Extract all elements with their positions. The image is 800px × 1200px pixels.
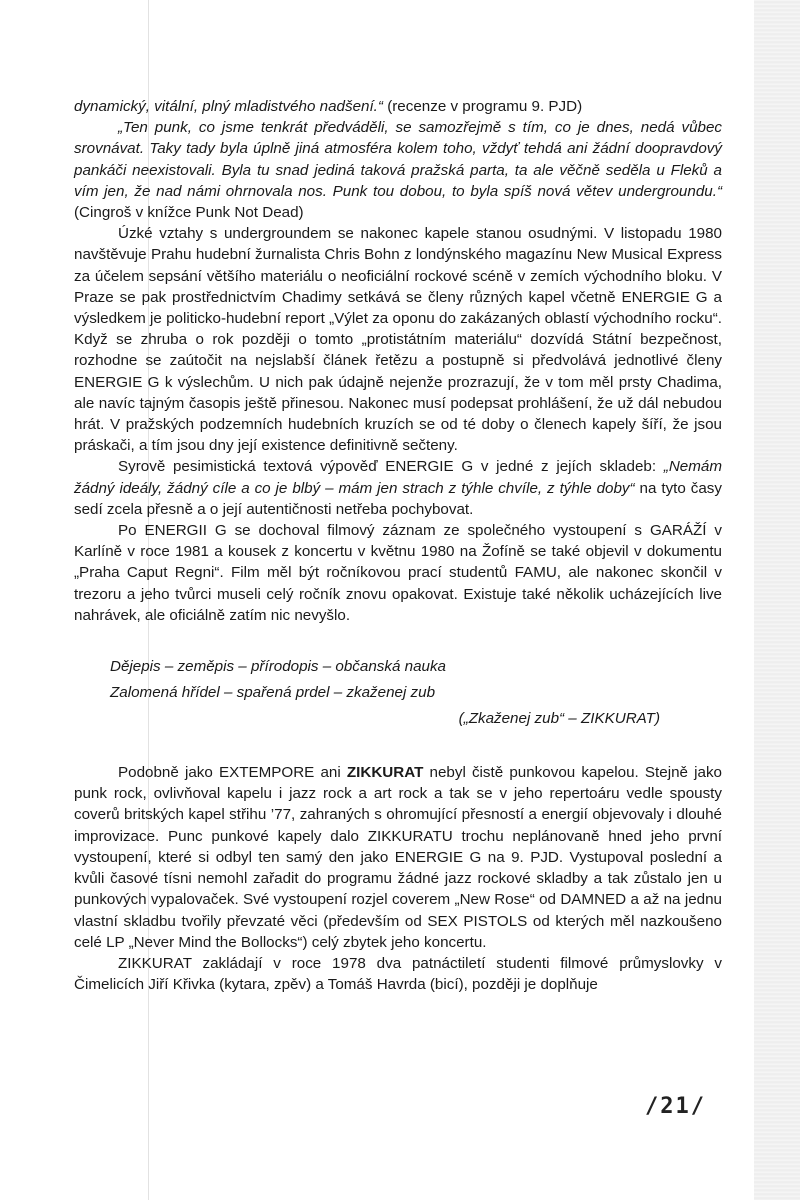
paragraph-underground: Úzké vztahy s undergroundem se nakonec kapele stanou osudnými. V listopadu 1980 navštěvuje Prahu hudební žurnalista Chris Bohn z londýnského magazínu New Musical Express za účelem sepsání většího materiálu o neoficiální rockové scéně v zemích východního bloku. V Praze se pak prostřednictvím Chadimy setkává se členy různých kapel včetně ENERGIE G a výsledkem je politicko-hudební report „Výlet za oponu do zakázaných oblastí východního rocku“. Když se zhruba o rok později o tomto „protistátním materiálu“ dozvídá Státní bezpečnost, rozhodne se zaútočit na nejslabší článek řetězu a postupně si předvolává jednotlivé členy ENERGIE G k výslechům. U nich pak údajně nejenže prozrazují, že v tom měl prsty Chadima, ale navíc tajným časopis ještě přinesou. Nakonec musí podepsat prohlášení, že už dál nebudou hrát. V pražských podzemních hudebních kruzích se od té doby o členech kapely šíří, že jsou práskači, a tím jsou dny její existence definitivně sečteny. xyxy=(74,225,722,455)
lyric-line: Zalomená hřídel – spařená prdel – zkaženej zub xyxy=(110,684,436,702)
paragraph-lyrics-statement: Syrově pesimistická textová výpověď ENERGIE G v jedné z jejích skladeb: „Nemám žádný ideály, žádný cíle a co je blbý – mám jen strach z týhle chvíle, z týhle doby“ na tyto časy sedí zcela přesně a o její autentičnosti netřeba pochybovat. xyxy=(74,458,722,518)
lyrics-epigraph xyxy=(74,654,722,732)
paragraph-zikkurat: Podobně jako EXTEMPORE ani ZIKKURAT nebyl čistě punkovou kapelou. Stejně jako punk rock, ovlivňoval kapelu i jazz rock a art rock a tak se v jeho repertoáru vedle spousty coverů britských kapel střihu ’77, zahraných s ohromující přesností a energií objevovaly i dlouhé improvizace. Punc punkové kapely dalo ZIKKURATU trochu neplánovaně hned jeho první vystoupení, které si odbyl ten samý den jako ENERGIE G na 9. PJD. Vystupoval poslední a kvůli časové tísni nemohl zařadit do programu žádné jazz rockové skladby a tak zůstalo jen u punkových vypalovaček. Své vystoupení rozjel coverem „New Rose“ od DAMNED a až na jednu vlastní skladbu tvořily převzaté věci (především od SEX PISTOLS od kterých měl nazkoušeno celé LP „Never Mind the Bollocks“) celý zbytek jeho koncertu. xyxy=(74,764,722,951)
paragraph-review-quote-end xyxy=(74,96,722,117)
page-number: /21/ xyxy=(645,1094,706,1119)
paragraph-zikkurat-founding: ZIKKURAT zakládají v roce 1978 dva patnáctiletí studenti filmové průmyslovky v Čimelicích Jiří Křivka (kytara, zpěv) a Tomáš Havrda (bicí), později je doplňuje xyxy=(74,954,722,994)
quote-source: (recenze v programu 9. PJD) xyxy=(382,98,583,115)
document-page xyxy=(74,96,722,995)
band-name: ZIKKURAT xyxy=(346,764,424,782)
paragraph-cingros-quote xyxy=(74,117,722,223)
quote-source: (Cingroš v knížce Punk Not Dead) xyxy=(74,204,304,222)
lyric-source: („Zkaženej zub“ – ZIKKURAT) xyxy=(458,710,660,728)
scan-edge-shadow xyxy=(754,0,800,1200)
lyric-line: Dějepis – zeměpis – přírodopis – občanská nauka xyxy=(110,658,447,676)
paragraph-film-record: Po ENERGII G se dochoval filmový záznam ze společného vystoupení s GARÁŽÍ v Karlíně v roce 1981 a kousek z koncertu v květnu 1980 na Žofíně se také objevil v dokumentu „Praha Caput Regni“. Film měl být ročníkovou prací studentů FAMU, ale nakonec skončil v trezoru a jeho tvůrci museli celý ročník znovu opakovat. Existuje také několik ucházejících live nahrávek, ale oficiálně zatím nic nevyšlo. xyxy=(74,522,722,624)
quote-text: dynamický, vitální, plný mladistvého nadšení.“ xyxy=(74,98,383,115)
quote-text: „Ten punk, co jsme tenkrát předváděli, se samozřejmě s tím, co je dnes, nedá vůbec srovnávat. Taky tady byla úplně jiná atmosféra kolem toho, vždyť tehdá ani žádní doopravdový pankáči neexistovali. Byla tu snad jediná taková pražská parta, ta ale věčně seděla u Fleků a vím jen, že nad námi ohrnovala nos. Punk tou dobou, to byla spíš nová větev undergroundu.“ xyxy=(74,119,722,200)
lyric-quote: „Nemám žádný ideály, žádný cíle a co je blbý – mám jen strach z týhle chvíle, z týhle doby“ xyxy=(74,458,722,497)
